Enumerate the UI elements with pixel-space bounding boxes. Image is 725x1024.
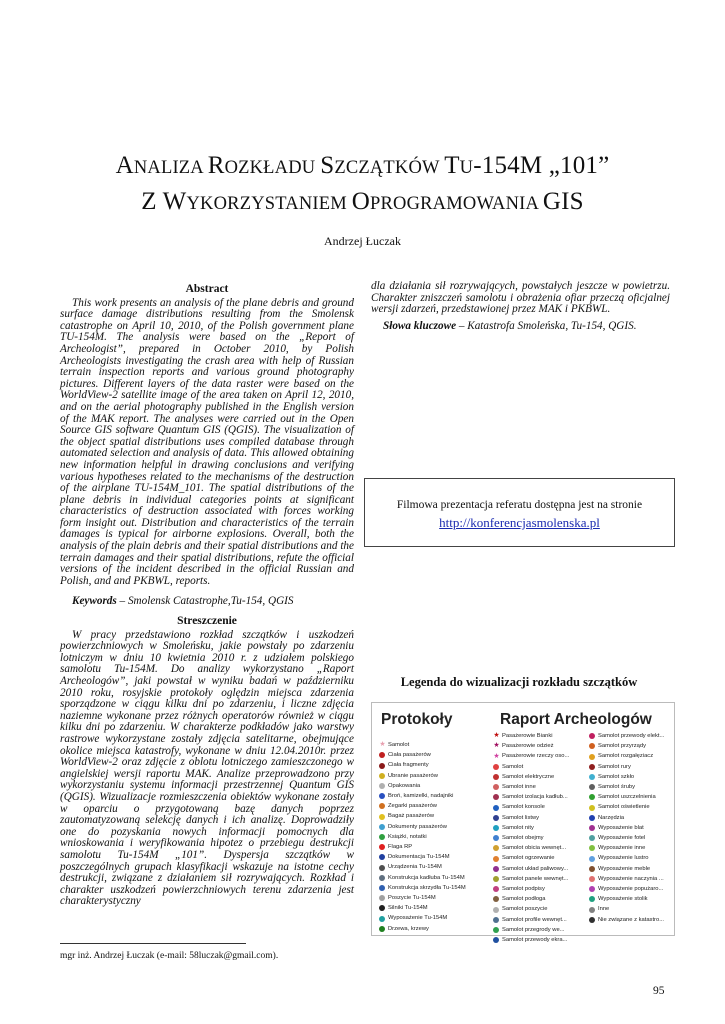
legend-item-label: Flaga RP — [388, 844, 413, 851]
dot-icon — [493, 856, 499, 862]
keywords-text: – Smolensk Catastrophe,Tu-154, QGIS — [116, 595, 294, 608]
legend-item-label: Nie związane z katastro... — [598, 916, 665, 923]
dot-icon — [379, 803, 385, 809]
dot-icon — [589, 784, 595, 790]
dot-icon — [493, 886, 499, 892]
legend-item — [493, 904, 585, 914]
legend-item-label: Samolot profile wewnęt... — [502, 916, 567, 923]
legend-item-label: Samolot przegrody we... — [502, 926, 565, 933]
dot-icon — [379, 793, 385, 799]
dot-icon — [379, 844, 385, 850]
legend-item-label: Zegarki pasażerów — [388, 803, 437, 810]
legend-item — [379, 750, 489, 760]
title-line-1: ANALIZA ROZKŁADU SZCZĄTKÓW TU-154M „101” — [115, 152, 610, 179]
legend-figure — [371, 702, 675, 944]
legend-item-label: Samolot listwy — [502, 814, 540, 821]
dot-icon — [589, 907, 595, 913]
legend-item — [493, 751, 585, 761]
legend-item-label: Samolot przewody ekra... — [502, 937, 568, 944]
legend-item — [589, 731, 673, 741]
legend-column-protokoly — [379, 740, 489, 934]
dot-icon — [589, 845, 595, 851]
legend-item-label: Konstrukcja kadłuba Tu-154M — [388, 874, 465, 881]
dot-icon — [379, 752, 385, 758]
star-icon: ★ — [493, 752, 500, 760]
streszczenie-continued: dla działania sił rozrywających, powstałych jeszcze w powietrzu. Charakter zniszczeń samolotu i obrażenia ofiar przeczą oficjalnej wersji zdarzeń, przedstawionej przez MAK i PKBWL. — [371, 280, 670, 316]
star-icon: ★ — [493, 742, 500, 750]
legend-item — [493, 741, 585, 751]
abstract-text: This work presents an analysis of the plane debris and ground surface damage distributions resulting from the Smolensk catastrophe on April 10, 2010, of the Polish government plane TU-154M. The analysis were based on the „Report of Archeologist”, prepared in October 2010, by Polish Archeologists investigating the crash area with help of Russian terrain inspection reports and various ground photography pictures. Different layers of the data raster were based on the WorldView-2 satellite image of the area taken on April 12, 2010, and on the aerial photography published in the English version of the MAK report. The analyses were carried out in the Open Source GIS software Quantum GIS (QGIS). The visualization of the object spatial distributions uses compiled database through automated selection and analysis of data. This allowed obtaining new information helpful in drawing conclusions and verifying various hypotheses related to the mechanisms of the destruction of the airplane TU-154M_101. The spatial distributions of the plane debris in individual categories points at significant characteristics of destruction associated with forces working form insight out. Distribution and characteristics of the terrain damages is typical for airborne explosions. Overall, both the analysis of the plain debris and their spatial distributions and the terrain damages and their spatial distributions, refute the official versions of the incident described in the official Russian and Polish, and and PKBWL, reports. — [60, 296, 354, 587]
dot-icon — [379, 905, 385, 911]
legend-item — [589, 741, 673, 751]
left-column — [60, 284, 354, 908]
legend-item-label: Samolot szkło — [598, 773, 635, 780]
dot-icon — [589, 794, 595, 800]
dot-icon — [493, 866, 499, 872]
legend-item — [379, 924, 489, 934]
dot-icon — [379, 854, 385, 860]
legend-item — [589, 762, 673, 772]
dot-icon — [493, 917, 499, 923]
dot-icon — [589, 917, 595, 923]
film-presentation-box — [364, 478, 675, 547]
dot-icon — [589, 886, 595, 892]
legend-item — [493, 792, 585, 802]
legend-item — [379, 760, 489, 770]
dot-icon — [493, 784, 499, 790]
box-text: Filmowa prezentacja referatu dostępna jest na stronie — [396, 499, 643, 511]
legend-item-label: Wyposażenie naczynia ... — [598, 875, 664, 882]
legend-item-label: Ciała pasażerów — [388, 752, 431, 759]
dot-icon — [493, 815, 499, 821]
streszczenie-heading: Streszczenie — [177, 615, 237, 628]
legend-item — [589, 864, 673, 874]
legend-item-label: Dokumentacja Tu-154M — [388, 854, 450, 861]
legend-item-label: Samolot podłoga — [502, 896, 546, 903]
footnote: mgr inż. Andrzej Łuczak (e-mail: 58luczak@gmail.com). — [60, 951, 279, 961]
legend-item-label: Poszycie Tu-154M — [388, 895, 436, 902]
keywords-label: Keywords — [72, 595, 117, 608]
keywords — [60, 596, 354, 608]
legend-item-label: Samolot rozgałęziacz — [598, 753, 654, 760]
dot-icon — [589, 733, 595, 739]
legend-item-label: Narzędzia — [598, 814, 625, 821]
legend-item — [493, 894, 585, 904]
legend-item — [379, 791, 489, 801]
legend-item-label: Opakowania — [388, 782, 421, 789]
legend-item — [379, 883, 489, 893]
legend-heading-protokoly: Protokoły — [381, 711, 453, 728]
dot-icon — [589, 754, 595, 760]
legend-item — [379, 913, 489, 923]
legend-item — [379, 873, 489, 883]
legend-item — [589, 751, 673, 761]
legend-item — [379, 893, 489, 903]
legend-item-label: Samolot śruby — [598, 784, 636, 791]
legend-item-label: Samolot inne — [502, 784, 536, 791]
legend-item-label: Samolot izolacja kadłub... — [502, 794, 568, 801]
legend-item — [493, 884, 585, 894]
legend-item — [589, 772, 673, 782]
legend-item — [379, 862, 489, 872]
dot-icon — [493, 835, 499, 841]
legend-item-label: Pasażerowie odzież — [502, 743, 554, 750]
legend-item — [589, 792, 673, 802]
legend-item-label: Samolot konsole — [502, 804, 545, 811]
legend-item — [379, 801, 489, 811]
dot-icon — [379, 926, 385, 932]
legend-item-label: Samolot elektryczne — [502, 773, 555, 780]
legend-item-label: Wyposażenie inne — [598, 845, 646, 852]
legend-item — [493, 823, 585, 833]
legend-item-label: Dokumenty pasażerów — [388, 823, 447, 830]
legend-item — [493, 802, 585, 812]
dot-icon — [493, 927, 499, 933]
legend-item — [493, 935, 585, 945]
legend-item — [493, 833, 585, 843]
legend-item-label: Ubranie pasażerów — [388, 772, 438, 779]
dot-icon — [589, 835, 595, 841]
dot-icon — [589, 815, 595, 821]
legend-item — [493, 813, 585, 823]
dot-icon — [379, 895, 385, 901]
dot-icon — [379, 824, 385, 830]
streszczenie-text: W pracy przedstawiono rozkład szczątków i uszkodzeń powierzchniowych w Smoleńsku, jakie powstały po zdarzeniu lotniczym w dniu 10 kwietnia 2010 r. z udziałem polskiego samolotu Tu-154M. Do analizy wykorzystano „Raport Archeologów”, jaki powstał w wyniku badań w październiku 2010 roku, rosyjskie protokoły oględzin miejsca zdarzenia sporządzone w ciągu kilku dni po zdarzeniu, i liczne zdjęcia naziemne wykonane przez różnych operatorów również w ciągu kilku dni po zdarzeniu. W charakterze podkładów jako warstwy rastrowe wykorzystane zostały zdjęcia satelitarne, obejmujące okolice miejsca katastrofy, wykonane w dniu 12.04.2010r. przez WorldView-2 oraz zdjęcie z oblotu lotniczego zamieszczonego w angielskiej wersji raportu MAK. Analize przeprowadzono przy wykorzystaniu systemu informacji przestrzennej Quantum GIS (QGIS). Wizualizacje rozmieszczenia obiektów wykonane zostały w oparciu o przygotowaną bazę danych poprzez zautomatyzowaną selekcję danych i ich analizę. Doprowadziły one do pozyskania nowych informacji pomocnych dla wnioskowania i weryfikowania hipotez o przebiegu destrukcji samolotu Tu-154M „101”. Dyspersja szczątków w poszczególnych grupach klasyfikacji wskazuje na istotne cechy destrukcji, związane z działaniem sił rozrywających. Rozkład i charakter uszkodzeń powierzchniowych terenu zdarzenia jest charakterystyczny — [60, 628, 354, 908]
abstract-heading: Abstract — [185, 283, 229, 295]
legend-item-label: Pasażerowie Bianki — [502, 733, 553, 739]
legend-item-label: Samolot układ paliwowy... — [502, 865, 569, 872]
dot-icon — [589, 825, 595, 831]
legend-item — [379, 781, 489, 791]
legend-item — [493, 782, 585, 792]
legend-item-label: Inne — [598, 906, 610, 913]
slowa-kluczowe — [371, 321, 670, 333]
dot-icon — [493, 896, 499, 902]
legend-item-label: Wyposażenie lustro — [598, 855, 649, 862]
author: Andrzej Łuczak — [324, 234, 401, 248]
legend-item-label: Samolot nity — [502, 824, 534, 831]
dot-icon — [493, 907, 499, 913]
legend-item — [493, 853, 585, 863]
dot-icon — [589, 856, 595, 862]
dot-icon — [379, 916, 385, 922]
legend-item-label: Bagaż pasażerów — [388, 813, 435, 820]
legend-item-label: Samolot oświetlenie — [598, 804, 650, 811]
dot-icon — [493, 876, 499, 882]
dot-icon — [589, 876, 595, 882]
legend-item-label: Konstrukcja skrzydła Tu-154M — [388, 884, 466, 891]
legend-item-label: Samolot rury — [598, 763, 631, 770]
legend-item — [493, 843, 585, 853]
legend-item — [379, 903, 489, 913]
dot-icon — [493, 794, 499, 800]
legend-item — [589, 894, 673, 904]
slowa-label: Słowa kluczowe — [383, 319, 457, 332]
legend-item-label: Wyposażenie meble — [598, 865, 651, 872]
legend-item — [493, 731, 585, 741]
dot-icon — [493, 937, 499, 943]
legend-item — [493, 915, 585, 925]
legend-item-label: Samolot panele wewnęt... — [502, 875, 569, 882]
page-number: 95 — [653, 985, 665, 997]
legend-item-label: Pasażerowie rzeczy oso... — [502, 753, 570, 760]
legend-item — [589, 853, 673, 863]
legend-item-label: Silniki Tu-154M — [388, 905, 428, 912]
legend-item-label: Wyposażenie Tu-154M — [388, 915, 448, 922]
legend-title: Legenda do wizualizacji rozkładu szczątków — [400, 675, 638, 689]
dot-icon — [589, 866, 595, 872]
legend-item — [589, 782, 673, 792]
legend-column-raport-1 — [493, 731, 585, 945]
dot-icon — [493, 825, 499, 831]
legend-item — [589, 813, 673, 823]
legend-item — [493, 864, 585, 874]
legend-item — [589, 884, 673, 894]
legend-item-label: Wyposażenie stolik — [598, 896, 648, 903]
legend-item — [589, 904, 673, 914]
dot-icon — [589, 743, 595, 749]
conference-link[interactable]: http://konferencjasmolenska.pl — [439, 515, 600, 530]
legend-item — [379, 852, 489, 862]
legend-item — [379, 832, 489, 842]
legend-item — [493, 762, 585, 772]
dot-icon — [589, 774, 595, 780]
star-icon: ★ — [379, 741, 386, 749]
legend-item-label: Samolot przewody elekt... — [598, 733, 665, 739]
legend-item — [589, 833, 673, 843]
legend-item-label: Ciała fragmenty — [388, 762, 429, 769]
legend-item — [379, 811, 489, 821]
legend-item-label: Drzewa, krzewy — [388, 925, 429, 932]
legend-item-label: Samolot — [502, 763, 524, 770]
legend-item-label: Samolot podpisy — [502, 886, 545, 893]
legend-item-label: Samolot uszczelnienia — [598, 794, 656, 801]
dot-icon — [379, 783, 385, 789]
star-icon: ★ — [493, 732, 500, 740]
legend-item-label: Samolot obicia wewnęt... — [502, 845, 567, 852]
legend-item-label: Samolot ogrzewanie — [502, 855, 555, 862]
legend-item — [493, 772, 585, 782]
legend-item — [493, 925, 585, 935]
legend-item-label: Wyposażenie popużaro... — [598, 886, 664, 893]
legend-item — [379, 822, 489, 832]
dot-icon — [493, 845, 499, 851]
legend-item — [379, 842, 489, 852]
legend-item — [379, 771, 489, 781]
legend-item-label: Samolot poszycie — [502, 906, 548, 913]
dot-icon — [379, 763, 385, 769]
legend-item — [493, 874, 585, 884]
legend-item-label: Samolot — [388, 742, 410, 748]
legend-item — [589, 823, 673, 833]
slowa-text: – Katastrofa Smoleńska, Tu-154, QGIS. — [456, 319, 637, 332]
dot-icon — [379, 814, 385, 820]
legend-item-label: Urządzenia Tu-154M — [388, 864, 442, 871]
legend-item — [589, 915, 673, 925]
title-line-2: Z WYKORZYSTANIEM OPROGRAMOWANIA GIS — [141, 188, 584, 215]
legend-item-label: Wyposażenie blat — [598, 824, 644, 831]
legend-column-raport-2 — [589, 731, 673, 925]
footnote-rule — [60, 943, 246, 944]
dot-icon — [493, 774, 499, 780]
legend-item-label: Broń, kamizelki, nadajniki — [388, 793, 454, 800]
dot-icon — [379, 885, 385, 891]
legend-item-label: Samolot przyrządy — [598, 743, 647, 750]
dot-icon — [493, 764, 499, 770]
legend-item — [589, 874, 673, 884]
right-column — [371, 281, 670, 340]
legend-heading-raport: Raport Archeologów — [500, 711, 652, 728]
legend-item-label: Wyposażenie fotel — [598, 835, 646, 842]
dot-icon — [589, 764, 595, 770]
legend-item — [589, 802, 673, 812]
dot-icon — [379, 865, 385, 871]
legend-item-label: Książki, notatki — [388, 833, 427, 840]
dot-icon — [379, 773, 385, 779]
legend-item — [379, 740, 489, 750]
dot-icon — [589, 805, 595, 811]
dot-icon — [589, 896, 595, 902]
legend-item — [589, 843, 673, 853]
dot-icon — [493, 805, 499, 811]
legend-item-label: Samolot obejmy — [502, 835, 544, 842]
dot-icon — [379, 834, 385, 840]
dot-icon — [379, 875, 385, 881]
